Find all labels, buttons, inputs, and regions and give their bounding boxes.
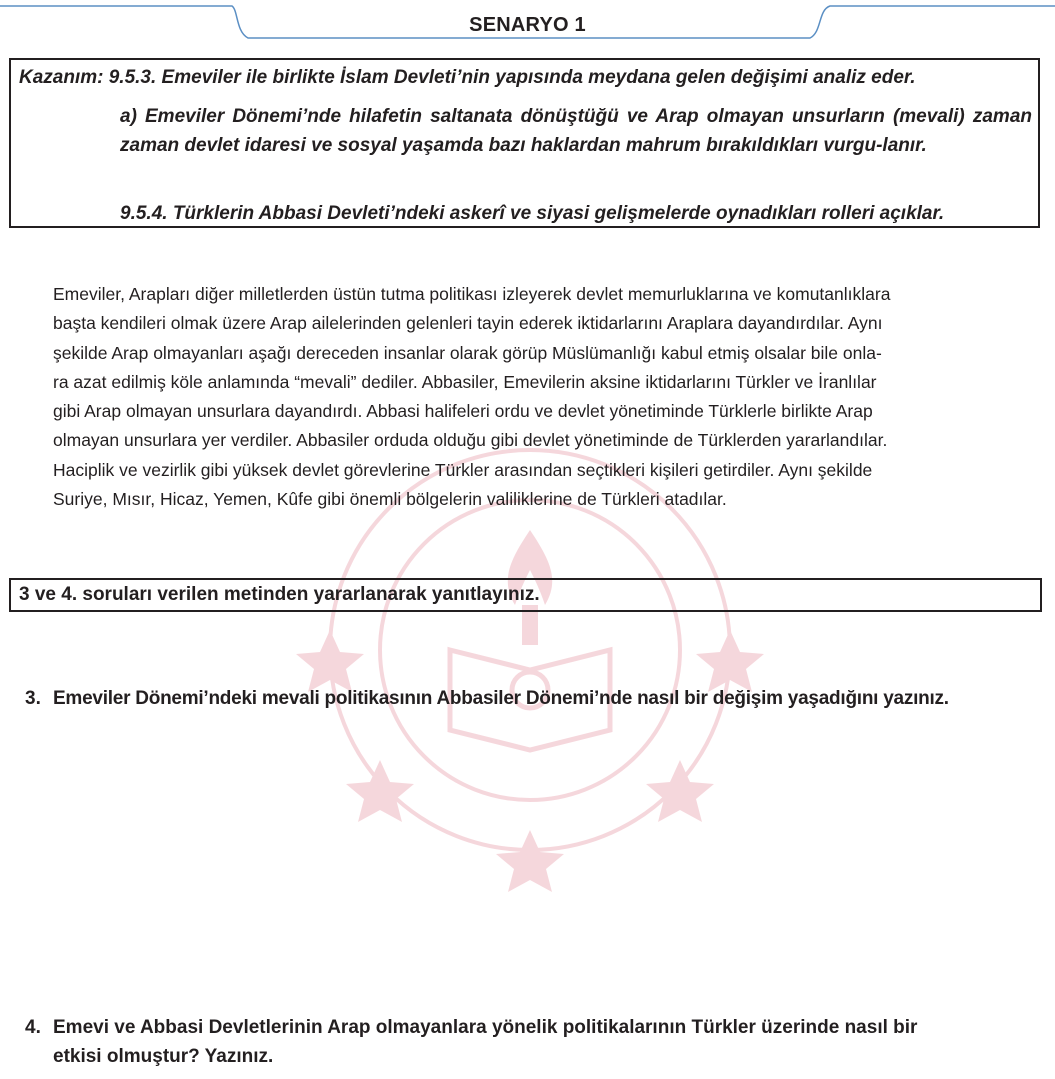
passage-line: gibi Arap olmayan unsurlara dayandırdı. Abbasi halifeleri ordu ve devlet yönetiminde Türklerle birlikte Arap xyxy=(53,401,873,422)
question-text: Emevi ve Abbasi Devletlerinin Arap olmayanlara yönelik politikalarının Türkler üzerinde nasıl bir xyxy=(53,1017,918,1038)
question-4 xyxy=(25,1013,1035,1073)
star-icon xyxy=(296,630,364,692)
instruction-box: 3 ve 4. soruları verilen metinden yararlanarak yanıtlayınız. xyxy=(9,578,1042,612)
learning-outcome-box xyxy=(9,58,1040,228)
passage-line: Emeviler, Arapları diğer milletlerden üstün tutma politikası izleyerek devlet memurluklarına ve komutanlıklara xyxy=(53,284,891,304)
reading-passage xyxy=(53,280,1035,514)
passage-line: ra azat edilmiş köle anlamında “mevali” dediler. Abbasiler, Emevilerin aksine iktidarlarını Türkler ve İranlılar xyxy=(53,371,877,392)
outcome-heading: Kazanım: 9.5.3. Emeviler ile birlikte İslam Devleti’nin yapısında meydana gelen değişimi analiz eder. xyxy=(19,67,916,88)
passage-line: şekilde Arap olmayanları aşağı dereceden insanlar olarak görüp Müslümanlığı kabul etmiş olsalar bile onla- xyxy=(53,342,882,363)
passage-line: olmayan unsurlara yer verdiler. Abbasiler orduda olduğu gibi devlet yönetiminde de Türklerden yararlandılar. xyxy=(53,430,888,451)
star-icon xyxy=(496,830,564,892)
scenario-title: SENARYO 1 xyxy=(469,14,586,36)
question-text: etkisi olmuştur? Yazınız. xyxy=(53,1046,274,1067)
star-icon xyxy=(646,760,714,822)
question-number: 3. xyxy=(25,688,41,709)
question-3 xyxy=(25,684,1045,714)
question-number: 4. xyxy=(25,1017,41,1038)
passage-line: Haciplik ve vezirlik gibi yüksek devlet görevlerine Türkler arasından seçtikleri kişileri getirdiler. Aynı şekilde xyxy=(53,459,873,480)
passage-line: Suriye, Mısır, Hicaz, Yemen, Kûfe gibi önemli bölgelerin valiliklerine de Türkleri atadılar. xyxy=(53,489,727,510)
star-icon xyxy=(696,630,764,692)
question-text: Emeviler Dönemi’ndeki mevali politikasının Abbasiler Dönemi’nde nasıl bir değişim yaşadığını yazınız. xyxy=(53,688,949,709)
star-icon xyxy=(346,760,414,822)
outcome-item-954: 9.5.4. Türklerin Abbasi Devleti’ndeki askerî ve siyasi gelişmelerde oynadıkları rolleri açıklar. xyxy=(120,203,945,224)
outcome-item-a: a) Emeviler Dönemi’nde hilafetin saltanata dönüştüğü ve Arap olmayan unsurların (mevali) zaman zaman devlet idaresi ve sosyal yaşamda bazı haklardan mahrum bırakıldıkları vurgu-lanır. xyxy=(120,106,1032,156)
passage-line: başta kendileri olmak üzere Arap ailelerinden gelenleri tayin ederek iktidarlarını Araplara dayandırdılar. Aynı xyxy=(53,313,883,334)
